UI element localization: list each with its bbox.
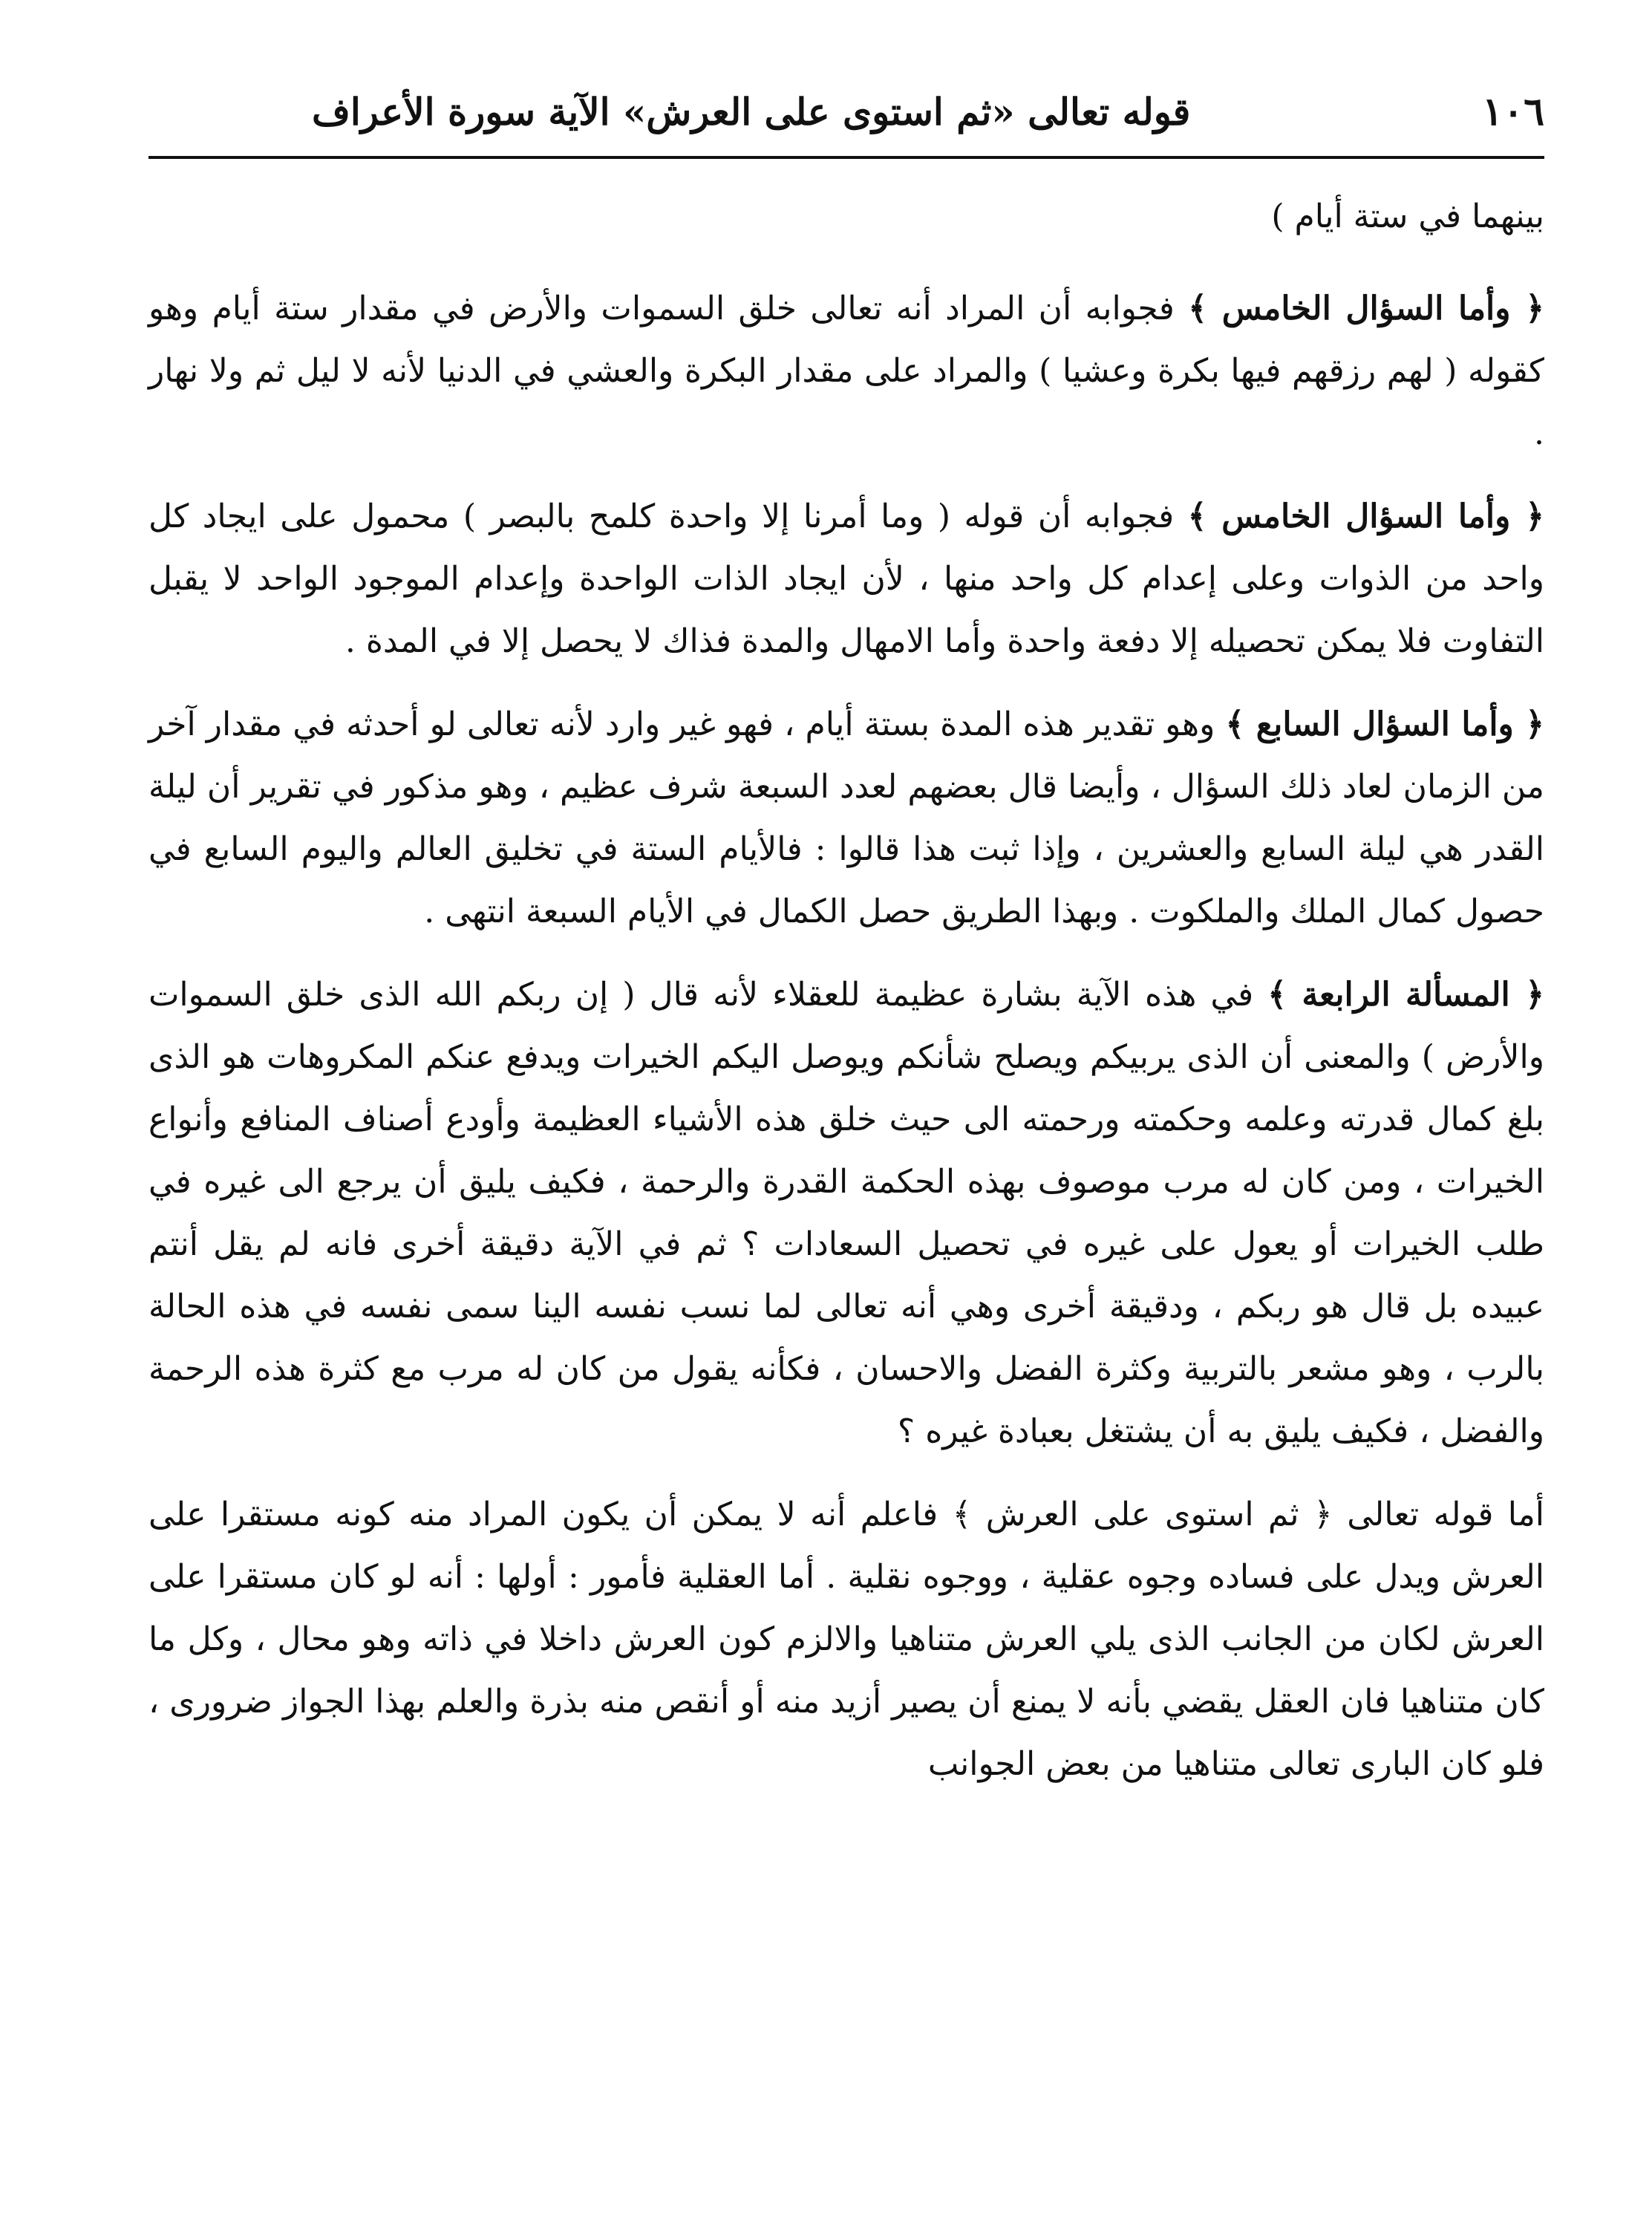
section-heading: ﴿ المسألة الرابعة ﴾ — [1267, 976, 1544, 1014]
paragraph-text: فجوابه أن قوله ( وما أمرنا إلا واحدة كلمح بالبصر ) محمول على ايجاد كل واحد من الذوات وعلى إعدام كل واحد منها ، لأن ايجاد الذات الواحدة وإعدام الموجود الواحد لا يقبل التفاوت فلا يمكن تحصيله إلا دفعة واحدة وأما الامهال والمدة فذاك لا يحصل إلا في المدة . — [148, 498, 1544, 660]
section-heading: ﴿ وأما السؤال الخامس ﴾ — [1187, 498, 1544, 535]
paragraph-text: بينهما في ستة أيام ) — [1271, 198, 1544, 235]
page-number: ١٠٦ — [1482, 88, 1544, 134]
paragraph-text: فجوابه أن المراد أنه تعالى خلق السموات والأرض في مقدار ستة أيام وهو كقوله ( لهم رزقهم فيها بكرة وعشيا ) والمراد على مقدار البكرة والعشي في الدنيا لأنه لا ليل ثم ولا نهار . — [148, 290, 1544, 452]
paragraph-6 — [148, 1484, 1544, 1796]
paragraph-text: في هذه الآية بشارة عظيمة للعقلاء لأنه قال ( إن ربكم الله الذى خلق السموات والأرض ) والمعنى أن الذى يربيكم ويصلح شأنكم ويوصل اليكم الخيرات ويدفع عنكم المكروهات هو الذى بلغ كمال قدرته وعلمه وحكمته ورحمته الى حيث خلق هذه الأشياء العظيمة وأودع أصناف المنافع وأنواع الخيرات ، ومن كان له مرب موصوف بهذه الحكمة القدرة والرحمة ، فكيف يليق أن يرجع الى غيره في طلب الخيرات أو يعول على غيره في تحصيل السعادات ؟ ثم في الآية دقيقة أخرى فانه لم يقل أنتم عبيده بل قال هو ربكم ، ودقيقة أخرى وهي أنه تعالى لما نسب نفسه الينا سمى نفسه في هذه الحالة بالرب ، وهو مشعر بالتربية وكثرة الفضل والاحسان ، فكأنه يقول من كان له مرب مع كثرة هذه الرحمة والفضل ، فكيف يليق به أن يشتغل بعبادة غيره ؟ — [148, 976, 1545, 1450]
paragraph-1 — [148, 186, 1544, 248]
running-title: قوله تعالى «ثم استوى على العرش» الآية سورة الأعراف — [312, 89, 1191, 134]
section-heading: ﴿ وأما السؤال السابع ﴾ — [1225, 705, 1545, 743]
paragraph-3 — [148, 486, 1544, 673]
paragraph-2 — [148, 278, 1544, 465]
paragraph-4 — [148, 694, 1544, 943]
page-header — [148, 67, 1544, 159]
book-page — [148, 67, 1544, 2191]
paragraph-text: وهو تقدير هذه المدة بستة أيام ، فهو غير وارد لأنه تعالى لو أحدثه في مقدار آخر من الزمان لعاد ذلك السؤال ، وأيضا قال بعضهم لعدد السبعة شرف عظيم ، وهو مذكور في تقرير أن ليلة القدر هي ليلة السابع والعشرين ، وإذا ثبت هذا قالوا : فالأيام الستة في تخليق العالم واليوم السابع في حصول كمال الملك والملكوت . وبهذا الطريق حصل الكمال في الأيام السبعة انتهى . — [148, 705, 1544, 930]
paragraph-text: أما قوله تعالى ﴿ ثم استوى على العرش ﴾ فاعلم أنه لا يمكن أن يكون المراد منه كونه مستقرا على العرش ويدل على فساده وجوه عقلية ، ووجوه نقلية . أما العقلية فأمور : أولها : أنه لو كان مستقرا على العرش لكان من الجانب الذى يلي العرش متناهيا والالزم كون العرش داخلا في ذاته وهو محال ، وكل ما كان متناهيا فان العقل يقضي بأنه لا يمنع أن يصير أزيد منه أو أنقص منه بذرة والعلم بهذا الجواز ضرورى ، فلو كان البارى تعالى متناهيا من بعض الجوانب — [148, 1496, 1545, 1783]
section-heading: ﴿ وأما السؤال الخامس ﴾ — [1188, 290, 1544, 327]
page-body — [148, 186, 1544, 1796]
paragraph-5 — [148, 964, 1544, 1463]
